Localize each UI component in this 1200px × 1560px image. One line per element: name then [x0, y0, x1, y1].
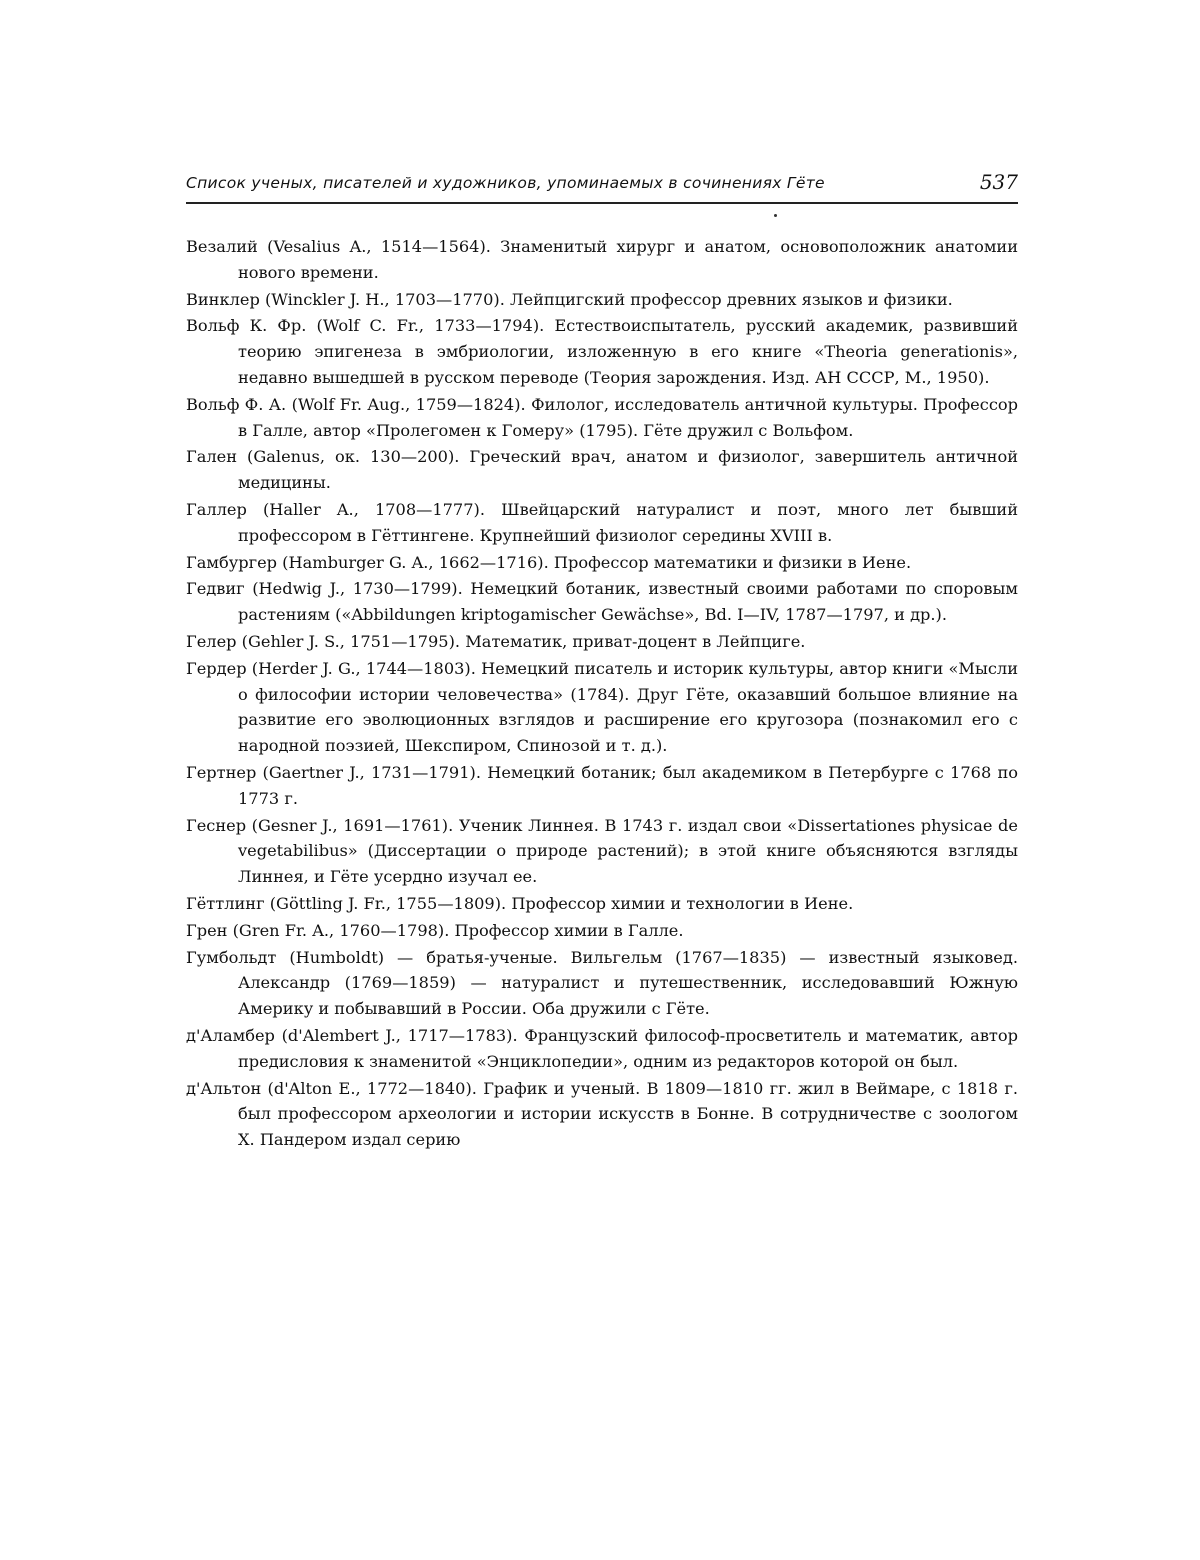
entry: Гумбольдт (Humboldt) — братья-ученые. Вильгельм (1767—1835) — известный языковед. Александр (1769—1859) — натуралист и путешественник, исследовавший Южную Америку и побывавший в России. Оба дружили с Гёте. [186, 947, 1018, 1019]
document-page [186, 170, 1018, 1154]
entry: Гердер (Herder J. G., 1744—1803). Немецкий писатель и историк культуры, автор книги «Мысли о философии истории человечества» (1784). Друг Гёте, оказавший большое влияние на развитие его эволюционных взглядов и расширение его кругозора (познакомил его с народной поэзией, Шекспиром, Спинозой и т. д.). [186, 658, 1018, 756]
entry: Гелер (Gehler J. S., 1751—1795). Математик, приват-доцент в Лейпциге. [186, 631, 806, 651]
entry: Вольф К. Фр. (Wolf C. Fr., 1733—1794). Естествоиспытатель, русский академик, развивший теорию эпигенеза в эмбриологии, изложенную в его книге «Theoria generationis», недавно вышедшей в русском переводе (Теория зарождения. Изд. АН СССР, М., 1950). [186, 316, 1018, 387]
entry-list [186, 234, 1018, 1153]
entry: Грен (Gren Fr. A., 1760—1798). Профессор химии в Галле. [186, 920, 684, 940]
entry: Винклер (Winckler J. H., 1703—1770). Лейпцигский профессор древних языков и физики. [186, 289, 953, 309]
entry: Геснер (Gesner J., 1691—1761). Ученик Линнея. В 1743 г. издал свои «Dissertationes physicae de vegetabilibus» (Диссертации о природе растений); в этой книге объясняются взгляды Линнея, и Гёте усердно изучал ее. [186, 815, 1018, 887]
running-header [186, 170, 1018, 204]
entry: Гедвиг (Hedwig J., 1730—1799). Немецкий ботаник, известный своими работами по споровым растениям («Abbildungen kriptogamischer Gewächse», Bd. I—IV, 1787—1797, и др.). [186, 579, 1018, 625]
entry: Везалий (Vesalius A., 1514—1564). Знаменитый хирург и анатом, основоположник анатомии нового времени. [186, 237, 1018, 282]
entry: д'Альтон (d'Alton E., 1772—1840). График и ученый. В 1809—1810 гг. жил в Веймаре, с 1818 г. был профессором археологии и истории искусств в Бонне. В сотрудничестве с зоологом Х. Пандером издал серию [186, 1078, 1018, 1150]
entry: д'Аламбер (d'Alembert J., 1717—1783). Французский философ-просветитель и математик, автор предисловия к знаменитой «Энциклопедии», одним из редакторов которой он был. [186, 1025, 1018, 1071]
entry: Гамбургер (Hamburger G. A., 1662—1716). Профессор математики и физики в Иене. [186, 552, 912, 572]
running-title: Список ученых, писателей и художников, упоминаемых в сочинениях Гёте [186, 174, 825, 192]
entry: Гертнер (Gaertner J., 1731—1791). Немецкий ботаник; был академиком в Петербурге с 1768 по 1773 г. [186, 762, 1018, 808]
entry: Гёттлинг (Göttling J. Fr., 1755—1809). Профессор химии и технологии в Иене. [186, 893, 854, 913]
entry: Галлер (Haller A., 1708—1777). Швейцарский натуралист и поэт, много лет бывший профессором в Гёттингене. Крупнейший физиолог середины XVIII в. [186, 499, 1018, 545]
print-speck [774, 214, 777, 217]
page-number: 537 [979, 170, 1018, 194]
entry: Вольф Ф. А. (Wolf Fr. Aug., 1759—1824). Филолог, исследователь античной культуры. Профессор в Галле, автор «Пролегомен к Гомеру» (1795). Гёте дружил с Вольфом. [186, 394, 1018, 440]
entry: Гален (Galenus, ок. 130—200). Греческий врач, анатом и физиолог, завершитель античной медицины. [186, 447, 1018, 493]
